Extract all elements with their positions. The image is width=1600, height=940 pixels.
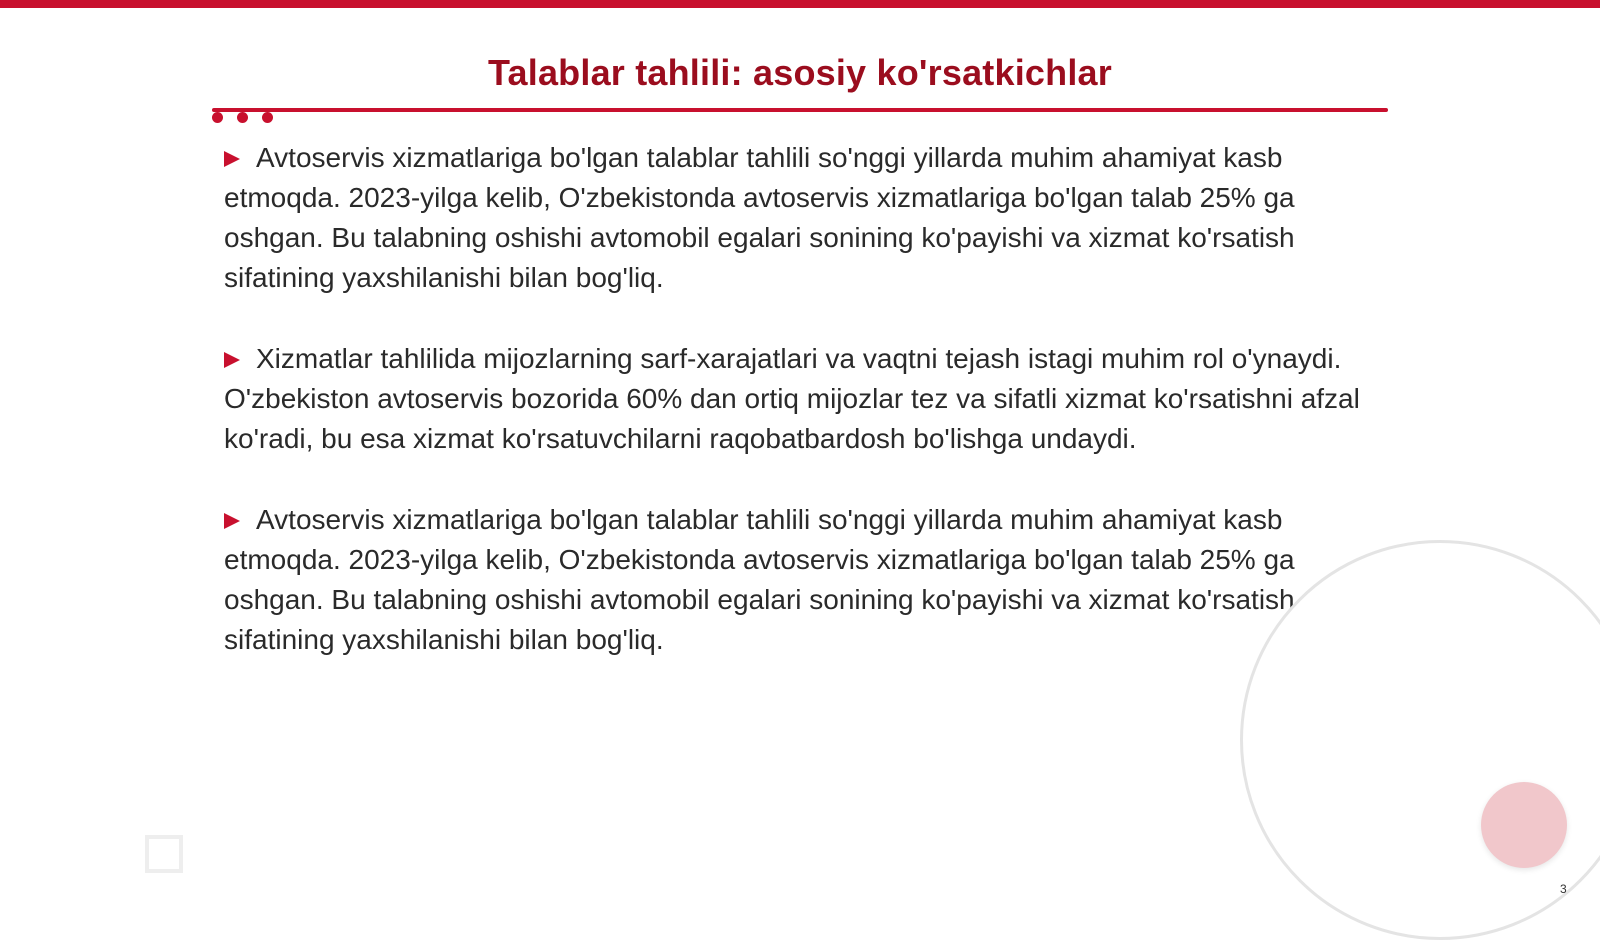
bullet-text: Avtoservis xizmatlariga bo'lgan talablar tahlili so'nggi yillarda muhim ahamiyat kasb etmoqda. 2023-yilga kelib, O'zbekistonda avtoservis xizmatlariga bo'lgan talab 25% ga oshgan. Bu talabning oshishi avtomobil egalari sonining ko'payishi va xizmat ko'rsatish sifatining yaxshilanishi bilan bog'liq. bbox=[224, 142, 1295, 293]
bullet-item-1 bbox=[224, 138, 1364, 298]
triangle-right-icon bbox=[224, 352, 240, 368]
top-accent-bar bbox=[0, 0, 1600, 8]
decorative-pink-circle bbox=[1481, 782, 1567, 868]
slide-title: Talablar tahlili: asosiy ko'rsatkichlar bbox=[488, 52, 1112, 93]
bullet-item-3 bbox=[224, 500, 1364, 660]
page-number: 3 bbox=[1560, 882, 1567, 896]
bullet-text: Avtoservis xizmatlariga bo'lgan talablar tahlili so'nggi yillarda muhim ahamiyat kasb etmoqda. 2023-yilga kelib, O'zbekistonda avtoservis xizmatlariga bo'lgan talab 25% ga oshgan. Bu talabning oshishi avtomobil egalari sonining ko'payishi va xizmat ko'rsatish sifatining yaxshilanishi bilan bog'liq. bbox=[224, 504, 1295, 655]
divider-dot-3 bbox=[262, 112, 273, 123]
triangle-right-icon bbox=[224, 151, 240, 167]
bullet-item-2 bbox=[224, 339, 1364, 459]
bullet-list bbox=[224, 138, 1364, 701]
title-divider bbox=[212, 108, 1388, 112]
bullet-text: Xizmatlar tahlilida mijozlarning sarf-xarajatlari va vaqtni tejash istagi muhim rol o'ynaydi. O'zbekiston avtoservis bozorida 60% dan ortiq mijozlar tez va sifatli xizmat ko'rsatishni afzal ko'radi, bu esa xizmat ko'rsatuvchilarni raqobatbardosh bo'lishga undaydi. bbox=[224, 343, 1360, 454]
divider-dot-2 bbox=[237, 112, 248, 123]
divider-dot-1 bbox=[212, 112, 223, 123]
triangle-right-icon bbox=[224, 513, 240, 529]
decorative-square bbox=[145, 835, 183, 873]
